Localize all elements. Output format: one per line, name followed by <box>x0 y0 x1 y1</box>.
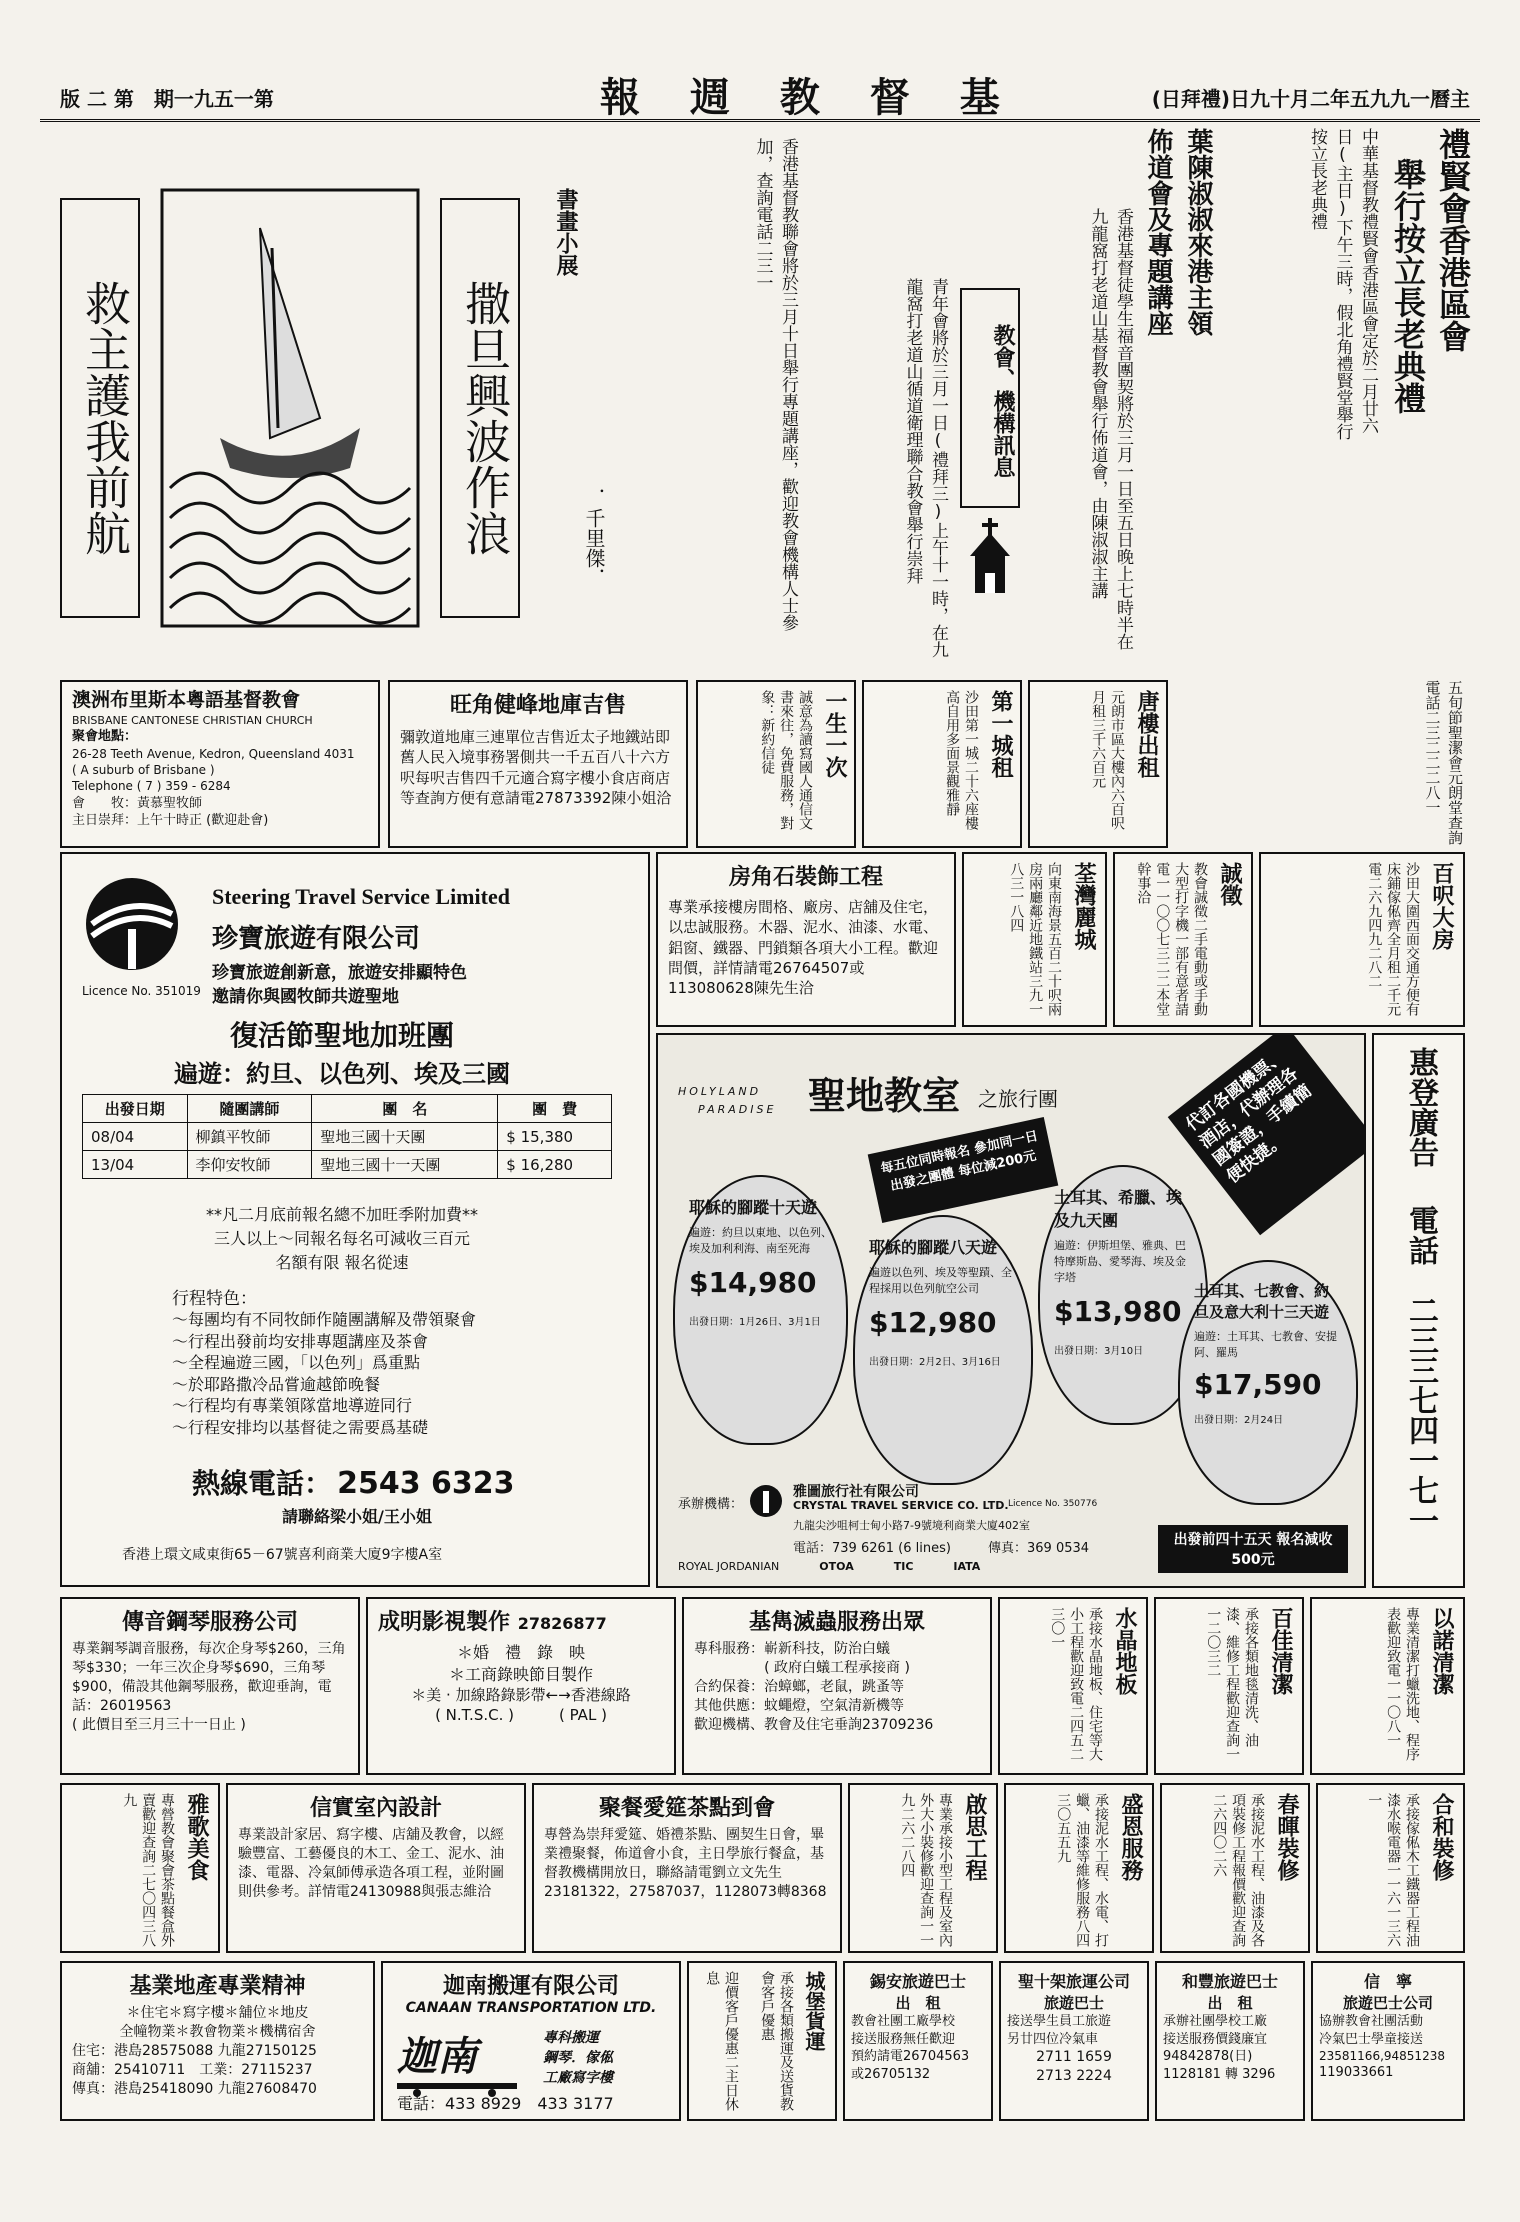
chunhui-body: 承接泥水工程、油漆及各項裝修工程報價歡迎查詢二六四〇二六 <box>1211 1793 1265 1947</box>
piano-service-ad <box>60 1597 360 1775</box>
piano-title: 傳音鋼琴服務公司 <box>121 1610 298 1635</box>
balloon-tour-price: $17,590 <box>1194 1368 1322 1401</box>
tour-date: 13/04 <box>83 1151 188 1179</box>
crystal-heading: 水晶地板 <box>1112 1607 1137 1695</box>
col-leader: 隨團講師 <box>187 1095 312 1123</box>
catering-ad <box>532 1783 842 1953</box>
balloon-tour-date: 出發日期：2月2日、3月16日 <box>869 1357 1001 1368</box>
holyland-partner-logos <box>678 1560 980 1573</box>
bus-line-1: 協辦教會社團活動 <box>1319 2014 1424 2029</box>
balloon-tour-2 <box>853 1215 1033 1485</box>
small2-body: 沙田第一城二十六座樓高自用多面景觀雅靜 <box>944 690 979 830</box>
brisbane-title-en: BRISBANE CANTONESE CHRISTIAN CHURCH <box>72 713 313 727</box>
steering-features <box>172 1284 612 1439</box>
yage-heading: 雅歌美食 <box>184 1793 209 1881</box>
qisi-engineering-ad <box>848 1783 998 1953</box>
holyland-early-bird-badge: 出發前四十五天 報名減收500元 <box>1158 1525 1348 1573</box>
steering-route: 遍遊：約旦、以色列、埃及三國 <box>174 1060 510 1088</box>
steering-licence: Licence No. 351019 <box>82 984 201 998</box>
ordination-headline-1: 禮賢會香港區會 <box>1434 128 1472 352</box>
classified-small-2 <box>862 680 1022 848</box>
steering-tagline-2: 邀請你與國牧師共遊聖地 <box>212 987 399 1007</box>
steering-headline: 復活節聖地加班團 <box>229 1019 454 1052</box>
royal-jordanian-logo: ROYAL JORDANIAN <box>678 1560 780 1573</box>
wangjiao-body: 彌敦道地庫三連單位吉售近太子地鐵站即舊人民入境事務署側共一千五百八十六方呎每呎吉售四千元適合寫字樓小食店商店等查詢方便有意請電27873392陳小姐洽 <box>400 728 672 807</box>
canaan-title-en: CANAAN TRANSPORTATION LTD. <box>405 2000 657 2016</box>
hehe-renovation-ad <box>1316 1783 1465 1953</box>
holyland-company-zh: 雅圖旅行社有限公司 <box>793 1484 919 1500</box>
tsuenwan-heading: 荃灣麗城 <box>1071 862 1096 950</box>
stone-title: 房角石裝飾工程 <box>728 865 883 890</box>
art-scroll-mid: 撒旦興波作浪 <box>440 198 520 618</box>
balloon-tour-desc: 遍遊：約旦以東地、以色列、埃及加利利海、南至死海 <box>689 1226 832 1255</box>
balloon-tour-date: 出發日期：2月24日 <box>1194 1415 1284 1426</box>
table-row <box>83 1151 612 1179</box>
artist-name: ．千里傑． <box>582 488 606 588</box>
canaan-services <box>543 2027 613 2087</box>
baijia-cleaning-ad <box>1154 1597 1304 1775</box>
holyland-title: 聖地教室 <box>808 1074 961 1118</box>
bus-title: 聖十架旅運公司 <box>1017 1972 1130 1991</box>
bus-line-4: 或26705132 <box>851 2066 931 2082</box>
bus-subtitle: 旅遊巴士 <box>1043 1994 1104 2012</box>
brisbane-address-label: 聚會地點： <box>72 729 138 745</box>
interior-title: 信實室內設計 <box>309 1796 442 1821</box>
tour-leader: 李仰安牧師 <box>187 1151 312 1179</box>
table-row <box>83 1123 612 1151</box>
pest-line-5: 歡迎機構、教會及住宅垂詢23709236 <box>694 1716 934 1733</box>
art-panel <box>60 188 620 658</box>
castle-heading: 城堡貨運 <box>802 1971 826 2051</box>
yinuo-cleaning-ad <box>1310 1597 1465 1775</box>
hotline-number: 2543 6323 <box>337 1466 515 1501</box>
bus-title: 錫安旅遊巴士 <box>869 1972 966 1991</box>
top-article-area <box>40 128 1480 668</box>
art-scroll-left: 救主護我前航 <box>60 198 140 618</box>
art-caption: 書畫小展 <box>553 188 578 276</box>
masthead-title: 報 週 教 督 基 <box>600 74 1018 121</box>
holyland-travel-ad <box>656 1033 1366 1588</box>
masthead-issue: 版 二 第 期一九五一第 <box>60 87 274 111</box>
tic-logo: TIC <box>893 1560 914 1573</box>
feature-item: ～每團均有不同牧師作隨團講解及帶領聚會 <box>172 1310 477 1329</box>
pest-control-ad <box>682 1597 992 1775</box>
balloon-tour-1 <box>673 1175 848 1445</box>
bus-subtitle: 出 租 <box>895 1994 941 2012</box>
holyland-title-suffix: 之旅行團 <box>978 1087 1058 1111</box>
canaan-title: 迦南搬運有限公司 <box>442 1974 619 1999</box>
bus-line-3: 23581166,94851238 <box>1319 2049 1445 2064</box>
balloon-tour-desc: 遍遊以色列、埃及等聖蹟、全程採用以色列航空公司 <box>869 1266 1012 1295</box>
feature-item: ～全程遍遊三國，「以色列」爲重點 <box>172 1353 421 1373</box>
sermon-column: 香港基督徒學生福音團契將於三月一日至五日晚上七時半在九龍窩打老道山基督教會舉行佈道會，由陳淑淑主講 <box>1087 208 1133 650</box>
video-line-4: ( N.T.S.C. ) ( PAL ) <box>435 1706 607 1725</box>
estate-line-5: 傳真：港島25418090 九龍27608470 <box>72 2080 317 2097</box>
estate-line-2: 全幢物業＊教會物業＊機構宿舍 <box>119 2023 316 2040</box>
steering-note-2: 三人以上～同報名每名可減收三百元 <box>213 1229 470 1248</box>
holyland-organizer-label: 承辦機構： <box>678 1497 744 1512</box>
balloon-tour-4 <box>1178 1260 1358 1505</box>
castle-body-2: 迎價客戶優惠二主日休息 <box>704 1971 739 2111</box>
bus-title: 和豐旅遊巴士 <box>1181 1972 1278 1991</box>
bus-line-1: 接送學生員工旅遊 <box>1007 2014 1112 2029</box>
classified-small-4: 五旬節聖潔會元朗堂查詢電話二三二二二八一 <box>1423 680 1464 845</box>
balloon-tour-price: $14,980 <box>689 1266 817 1299</box>
qisi-body: 專業承接小型工程及室內外大小裝修歡迎查詢一一九二六二八四 <box>899 1793 953 1947</box>
waiteng-tel-label: 電話 <box>1403 1205 1438 1265</box>
canaan-logo-text: 迦南 <box>397 2034 477 2080</box>
qisi-heading: 啟思工程 <box>962 1793 987 1881</box>
room-rental-ad <box>1259 852 1465 1027</box>
shengen-heading: 盛恩服務 <box>1118 1793 1143 1881</box>
small1-heading: 一生一次 <box>822 690 847 778</box>
crystal-travel-logo-icon <box>748 1483 784 1519</box>
interior-design-ad <box>226 1783 526 1953</box>
tour-leader: 柳鎮平牧師 <box>187 1123 312 1151</box>
video-title-row <box>378 1605 664 1636</box>
baijia-heading: 百佳清潔 <box>1268 1607 1293 1695</box>
canaan-service-1: 專科搬運 <box>543 2030 599 2046</box>
canaan-logo <box>397 2025 517 2087</box>
balloon-tour-date: 出發日期：3月10日 <box>1054 1346 1144 1357</box>
wanted-heading: 誠徵 <box>1217 862 1242 906</box>
video-tel: 27826877 <box>517 1614 607 1633</box>
bus-line-2: 冷氣巴士學童接送 <box>1319 2031 1424 2047</box>
balloon-tour-name: 耶穌的腳蹤八天遊 <box>869 1238 998 1257</box>
video-production-ad <box>366 1597 676 1775</box>
crystal-floor-ad <box>998 1597 1148 1775</box>
hotline-label: 熱線電話： <box>192 1467 333 1500</box>
bus-title: 信 寧 <box>1363 1972 1412 1991</box>
shengen-body: 承接泥水工程、水電、打蠟、油漆等維修服務八四三〇五五九 <box>1055 1793 1109 1947</box>
notice-heading: 教會、機構訊息 <box>960 288 1020 508</box>
wanted-typewriter-ad <box>1113 852 1253 1027</box>
bus-ad-wofeng <box>1155 1961 1305 2121</box>
canaan-service-3: 工廠寫字樓 <box>543 2070 613 2086</box>
wangjiao-title: 旺角健峰地庫吉售 <box>449 693 626 718</box>
yage-food-ad <box>60 1783 220 1953</box>
yinuo-heading: 以諾清潔 <box>1429 1607 1454 1695</box>
pest-line-3: 合約保養：治蟑螂，老鼠，跳蚤等 <box>694 1678 904 1695</box>
bus-line-1: 承辦社團學校工廠 <box>1163 2014 1268 2029</box>
canaan-tel: 電話：433 8929 433 3177 <box>397 2094 614 2113</box>
holyland-address: 九龍尖沙咀柯士甸小路7-9號境利商業大廈402室 <box>793 1519 1030 1532</box>
stone-body: 專業承接樓房間格、廠房、店舖及住宅，以忠誠服務。木器、泥水、油漆、水電、鋁窗、鐵器、門鎖類各項大小工程。歡迎問價，詳情請電26764507或113080628陳先生洽 <box>668 898 939 997</box>
sermon-headline-1: 葉陳淑淑來港主領 <box>1183 128 1213 336</box>
castle-body: 承接各類搬運及送貨教會客戶優惠 <box>759 1971 794 2111</box>
chunhui-renovation-ad <box>1160 1783 1310 1953</box>
estate-line-1: ＊住宅＊寫字樓＊舖位＊地皮 <box>126 2005 309 2021</box>
balloon-tour-price: $13,980 <box>1054 1295 1182 1328</box>
col-price: 團 費 <box>498 1095 612 1123</box>
crystal-body: 承接水晶地板、住宅等大小工程歡迎致電二四五二三〇一 <box>1049 1607 1103 1761</box>
steering-company-zh: 珍寶旅遊有限公司 <box>212 924 421 954</box>
holyland-group-discount: 每五位同時報名 參加同一日出發之團體 每位減200元 <box>868 1117 1059 1223</box>
balloon-tour-date: 出發日期：1月26日、3月1日 <box>689 1317 821 1328</box>
shengen-service-ad <box>1004 1783 1154 1953</box>
pest-line-2: ( 政府白蟻工程承接商 ) <box>764 1659 910 1676</box>
balloon-tour-price: $12,980 <box>869 1306 997 1339</box>
otoa-logo: OTOA <box>819 1560 854 1573</box>
baijia-body: 承接各類地毯清洗、油漆、維修工程歡迎查詢一一二〇三二 <box>1205 1607 1259 1761</box>
yage-body: 專營教會聚會茶點餐盒外賣歡迎查詢二七〇四三八九 <box>121 1793 175 1947</box>
canaan-service-2: 鋼琴．傢俬 <box>543 2050 613 2066</box>
bus-line-2: 接送服務無任歡迎 <box>851 2031 956 2047</box>
features-heading: 行程特色： <box>172 1289 257 1309</box>
hehe-heading: 合和裝修 <box>1429 1793 1454 1881</box>
bus-line-2: 另廿四位冷氣車 <box>1007 2031 1099 2047</box>
bus-subtitle: 出 租 <box>1207 1994 1253 2012</box>
video-line-3: ＊美 · 加線路錄影帶←→香港線路 <box>411 1686 631 1705</box>
feature-item: ～行程安排均以基督徒之需要爲基礎 <box>172 1417 429 1437</box>
feature-item: ～於耶路撒冷品嘗逾越節晚餐 <box>172 1374 381 1394</box>
holyland-en-top: HOLYLAND <box>678 1085 762 1098</box>
tour-schedule-table <box>82 1094 612 1179</box>
waiteng-title: 惠登廣告 <box>1403 1047 1438 1167</box>
piano-body: 專業鋼琴調音服務，每次企身琴$260，三角琴$330；一年三次企身琴$690，三角琴$900，備設其他鋼琴服務，歡迎垂詢，電話：26019563 <box>72 1641 346 1714</box>
ship-on-waves-illustration <box>160 188 420 628</box>
feature-item: ～行程均有專業領隊當地導遊同行 <box>172 1396 413 1416</box>
classified-small-1 <box>696 680 856 848</box>
brisbane-title: 澳洲布里斯本粵語基督教會 <box>72 689 301 711</box>
brisbane-service: 主日崇拜：上午十時正 (歡迎赴會) <box>72 813 269 829</box>
piano-note: ( 此價目至三月三十一日止 ) <box>72 1716 246 1733</box>
hehe-body: 承接傢俬木工鐵器工程油漆水喉電器一一六一三六一 <box>1366 1793 1420 1947</box>
catering-body: 專營為崇拜愛筵、婚禮茶點、團契生日會，畢業禮聚餐，佈道會小食，主日學旅行餐盒，基督教機構開放日，聯絡請電劉立文先生23181322，27587037，1128073轉8368 <box>544 1827 827 1900</box>
bus-line-2: 接送服務價錢廉宜 <box>1163 2031 1268 2047</box>
yinuo-body: 專業清潔打蠟洗地、程序表歡迎致電一一〇八一 <box>1385 1607 1420 1761</box>
room-body: 沙田大圍西面交通方便有床鋪傢俬齊全月租二千元電二六九四九二八二 <box>1366 862 1420 1016</box>
chunhui-heading: 春暉裝修 <box>1274 1793 1299 1881</box>
steering-note-1: **凡二月底前報名總不加旺季附加費** <box>205 1205 478 1224</box>
steering-hotline-row <box>192 1462 515 1502</box>
balloon-tour-name: 土耳其、希臘、埃及九天團 <box>1054 1188 1183 1230</box>
bus-line-4: 2713 2224 <box>1036 2067 1112 2084</box>
pest-title: 基雋滅蟲服務出眾 <box>748 1610 925 1635</box>
tsuenwan-rental-ad <box>962 852 1107 1027</box>
tsuenwan-body: 向東南海景五百二十呎兩房兩廳鄰近地鐵站三九一八三一八四 <box>1008 862 1062 1016</box>
tour-name: 聖地三國十天團 <box>312 1123 498 1151</box>
brisbane-address-1: 26-28 Teeth Avenue, Kedron, Queensland 4031 <box>72 747 355 762</box>
brisbane-address-2: ( A suburb of Brisbane ) <box>72 763 215 778</box>
small1-body: 誠意為讀寫國人通信文書來往，免費服務，對象：新約信徒 <box>759 690 813 830</box>
tour-table-header <box>83 1095 612 1123</box>
small3-body: 元朗市區大樓內六百呎月租三千六百元 <box>1090 690 1125 830</box>
bus-ad-holy-cross <box>999 1961 1149 2121</box>
pest-line-1: 專科服務：嶄新科技，防治白蟻 <box>694 1641 890 1657</box>
iata-logo: IATA <box>953 1560 981 1573</box>
bus-ad-zion <box>843 1961 993 2121</box>
notice-column-2: 香港基督教聯會將於三月十日舉行專題講座，歡迎教會機構人士參加，查詢電話二三一 <box>752 138 798 631</box>
estate-agency-ad <box>60 1961 375 2121</box>
tour-name: 聖地三國十一天團 <box>312 1151 498 1179</box>
steering-contact: 請聯絡梁小姐/王小姐 <box>282 1507 432 1526</box>
notice-column-1: 青年會將於三月一日(禮拜三)上午十一時，在九龍窩打老道山循道衛理聯合教會舉行崇拜 <box>902 278 948 658</box>
tour-price: $ 16,280 <box>498 1151 612 1179</box>
room-heading: 百呎大房 <box>1429 862 1454 950</box>
masthead <box>40 62 1480 122</box>
video-line-1: ＊婚 禮 錄 映 <box>456 1643 585 1662</box>
feature-item: ～行程出發前均安排專題講座及茶會 <box>172 1331 429 1351</box>
col-date: 出發日期 <box>83 1095 188 1123</box>
catering-title: 聚餐愛筵茶點到會 <box>598 1796 775 1821</box>
waiteng-advertising-ad <box>1372 1033 1465 1588</box>
estate-title: 基業地產專業精神 <box>129 1974 306 1999</box>
video-title: 成明影視製作 <box>378 1610 511 1635</box>
masthead-date: (日拜禮)日九十月二年五九九一曆主 <box>1151 87 1470 111</box>
bus-line-1: 教會社團工廠學校 <box>851 2014 956 2029</box>
steering-travel-logo <box>82 874 182 974</box>
bus-subtitle: 旅遊巴士公司 <box>1342 1994 1433 2012</box>
bus-line-4: 119033661 <box>1319 2065 1394 2081</box>
tour-date: 08/04 <box>83 1123 188 1151</box>
steering-tagline-1: 珍寶旅遊創新意，旅遊安排顯特色 <box>212 963 467 983</box>
bus-line-4: 1128181 轉 3296 <box>1163 2066 1276 2082</box>
canaan-moving-ad <box>381 1961 681 2121</box>
video-line-2: ＊工商錄映節目製作 <box>448 1664 593 1684</box>
holyland-licence: Licence No. 350776 <box>1008 1499 1098 1509</box>
tour-price: $ 15,380 <box>498 1123 612 1151</box>
steering-address: 香港上環文咸東街65－67號喜利商業大廈9字樓A室 <box>122 1547 443 1563</box>
ordination-column: 中華基督教禮賢會香港區會定於二月廿六日(主日)下午三時，假北角禮賢堂舉行按立長老典禮 <box>1307 128 1378 440</box>
bus-line-3: 94842878(日) <box>1163 2049 1253 2065</box>
small2-heading: 第一城租 <box>988 690 1013 778</box>
balloon-tour-desc: 遍遊：伊斯坦堡、雅典、巴特摩斯島、愛琴海、埃及金字塔 <box>1054 1239 1186 1284</box>
pest-line-4: 其他供應：蚊蠅燈，空氣清新機等 <box>694 1697 904 1714</box>
balloon-tour-desc: 遍遊：土耳其、七教會、安提阿、羅馬 <box>1194 1330 1337 1359</box>
balloon-tour-name: 耶穌的腳蹤十天遊 <box>689 1198 818 1217</box>
brisbane-telephone: Telephone ( 7 ) 359 - 6284 <box>72 779 231 794</box>
castle-freight-ad <box>687 1961 837 2121</box>
col-tour: 團 名 <box>312 1095 498 1123</box>
steering-company-en: Steering Travel Service Limited <box>212 884 510 909</box>
wangjiao-property-ad <box>388 680 688 848</box>
holyland-fax: 傳真：369 0534 <box>988 1541 1090 1556</box>
ordination-headline-2: 舉行按立長老典禮 <box>1389 158 1427 414</box>
holyland-telephone: 電話：739 6261 (6 lines) <box>793 1541 951 1556</box>
stone-decoration-ad <box>656 852 956 1027</box>
bus-line-3: 2711 1659 <box>1036 2049 1112 2066</box>
brisbane-pastor: 會 牧：黃慕聖牧師 <box>72 795 203 811</box>
sermon-headline-2: 佈道會及專題講座 <box>1143 128 1173 336</box>
interior-body: 專業設計家居、寫字樓、店舖及教會，以經驗豐富、工藝優良的木工、金工、泥水、油漆、電器、冷氣師傅承造各項工程，並附圖則供參考。詳情電24130988與張志維洽 <box>238 1827 504 1900</box>
waiteng-tel: 二三三七四一七一 <box>1403 1295 1438 1535</box>
wanted-body: 教會誠徵二手電動或手動大型打字機一部有意者請電一一〇〇七三二二本堂幹事洽 <box>1135 862 1208 1016</box>
small3-heading: 唐樓出租 <box>1134 690 1159 778</box>
brisbane-church-ad <box>60 680 380 848</box>
bus-line-3: 預約請電26704563 <box>851 2049 970 2065</box>
steering-travel-ad <box>60 852 650 1587</box>
estate-line-3: 住宅：港島28575088 九龍27150125 <box>72 2042 317 2059</box>
steering-note-3: 名額有限 報名從速 <box>275 1253 409 1272</box>
holyland-services-tag: 代訂各國機票、酒店，代辦理各國簽證，手續簡便快捷。 <box>1168 1033 1366 1235</box>
bus-ad-shunning <box>1311 1961 1465 2121</box>
church-icon <box>965 518 1015 598</box>
estate-line-4: 商舖：25410711 工業：27115237 <box>72 2061 313 2078</box>
holyland-company-en: CRYSTAL TRAVEL SERVICE CO. LTD. <box>793 1499 1009 1512</box>
holyland-en-bottom: PARADISE <box>698 1103 777 1116</box>
balloon-tour-name: 土耳其、七教會、約旦及意大利十三天遊 <box>1194 1282 1330 1321</box>
classified-small-3 <box>1028 680 1168 848</box>
